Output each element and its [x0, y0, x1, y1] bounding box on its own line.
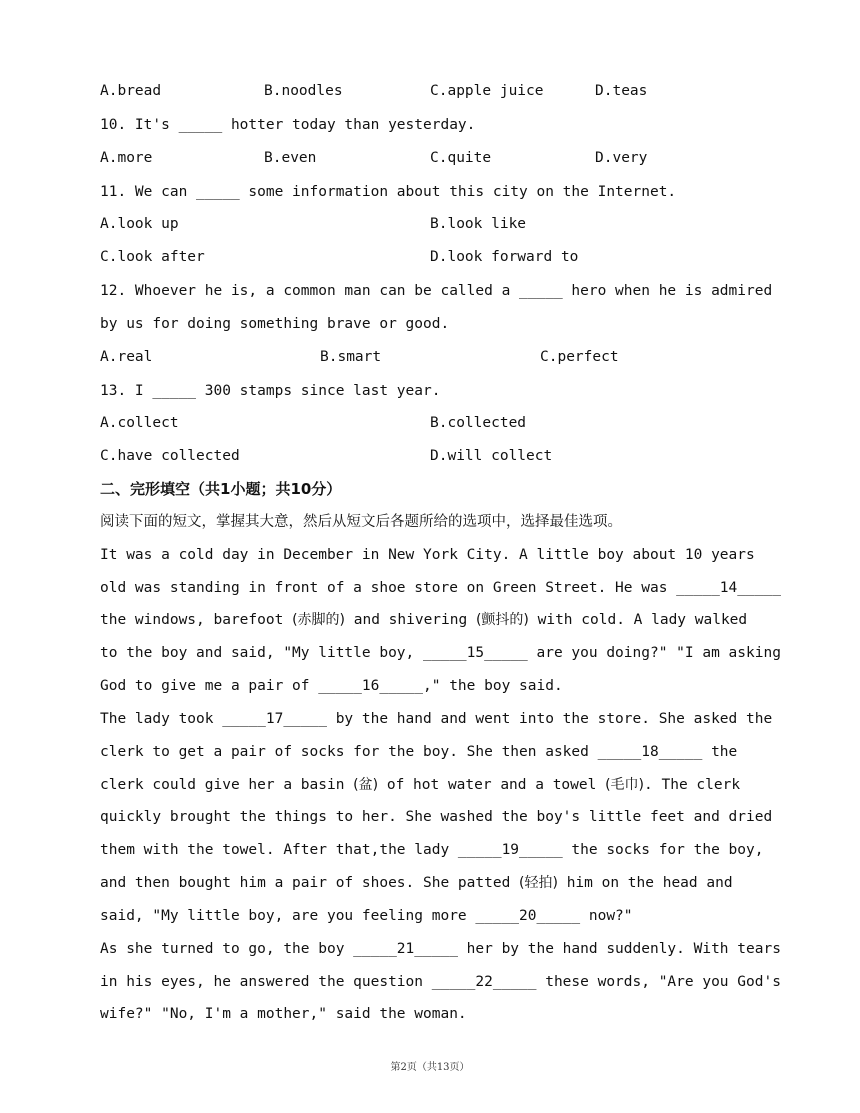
q10-stem: 10. It's _____ hotter today than yesterday. — [100, 117, 476, 133]
passage-line — [100, 775, 780, 795]
passage-line: God to give me a pair of _____16_____," the boy said. — [100, 678, 563, 694]
passage-text: the windows, barefoot — [100, 612, 293, 628]
q13-stem: 13. I _____ 300 stamps since last year. — [100, 383, 441, 399]
q13-option-c: C.have collected — [100, 448, 240, 464]
q11-options-row2 — [100, 247, 780, 267]
gloss-shivering: (颤抖的) — [475, 612, 529, 628]
q11-option-b: B.look like — [430, 216, 527, 232]
passage-line: them with the towel. After that,the lady _____19_____ the socks for the boy, — [100, 842, 764, 858]
passage-text: . The clerk — [644, 777, 741, 793]
q9-option-b: B.noodles — [264, 83, 343, 99]
q11-option-c: C.look after — [100, 249, 205, 265]
q12-option-c: C.perfect — [540, 349, 619, 365]
gloss-basin: (盆) — [353, 777, 379, 793]
passage-line: old was standing in front of a shoe store on Green Street. He was _____14_____ — [100, 580, 781, 596]
passage-line: said, "My little boy, are you feeling more _____20_____ now?" — [100, 908, 633, 924]
passage-text: and then bought him a pair of shoes. She patted — [100, 875, 520, 891]
gloss-barefoot: (赤脚的) — [292, 612, 345, 628]
passage-line: The lady took _____17_____ by the hand and went into the store. She asked the — [100, 711, 773, 727]
q12-option-a: A.real — [100, 349, 153, 365]
passage-text: clerk could give her a basin — [100, 777, 354, 793]
passage-line: As she turned to go, the boy _____21_____ her by the hand suddenly. With tears — [100, 941, 781, 957]
passage-text: of hot water and a towel — [378, 777, 606, 793]
q12-options — [100, 347, 780, 367]
passage-line: in his eyes, he answered the question _____22_____ these words, "Are you God's — [100, 974, 781, 990]
q9-option-d: D.teas — [595, 83, 648, 99]
passage-line: to the boy and said, "My little boy, _____15_____ are you doing?" "I am asking — [100, 645, 781, 661]
passage-line: clerk to get a pair of socks for the boy. She then asked _____18_____ the — [100, 744, 738, 760]
q10-option-d: D.very — [595, 150, 648, 166]
q12-option-b: B.smart — [320, 349, 382, 365]
passage-line: It was a cold day in December in New York City. A little boy about 10 years — [100, 547, 755, 563]
q10-option-a: A.more — [100, 150, 153, 166]
passage-text: with cold. A lady walked — [528, 612, 748, 628]
passage-text: him on the head and — [557, 875, 733, 891]
passage-text: and shivering — [345, 612, 476, 628]
section-instruction: 阅读下面的短文，掌握其大意，然后从短文后各题所给的选项中，选择最佳选项。 — [100, 514, 622, 530]
passage-line — [100, 610, 780, 630]
q9-option-c: C.apple juice — [430, 83, 544, 99]
q12-stem-line1: 12. Whoever he is, a common man can be called a _____ hero when he is admired — [100, 283, 773, 299]
q10-option-b: B.even — [264, 150, 317, 166]
q9-options — [100, 81, 780, 101]
section-title: 二、完形填空（共1小题；共10分） — [100, 480, 342, 498]
q11-option-a: A.look up — [100, 216, 179, 232]
q11-options-row1 — [100, 214, 780, 234]
q10-option-c: C.quite — [430, 150, 492, 166]
q13-options-row1 — [100, 413, 780, 433]
q13-option-a: A.collect — [100, 415, 179, 431]
q9-option-a: A.bread — [100, 83, 162, 99]
q11-option-d: D.look forward to — [430, 249, 579, 265]
q13-option-d: D.will collect — [430, 448, 553, 464]
page-number-footer: 第2页（共13页） — [390, 1062, 470, 1073]
passage-line: wife?" "No, I'm a mother," said the woman. — [100, 1006, 467, 1022]
q12-stem-line2: by us for doing something brave or good. — [100, 316, 450, 332]
q13-option-b: B.collected — [430, 415, 527, 431]
q10-options — [100, 148, 780, 168]
gloss-patted: (轻拍) — [519, 875, 558, 891]
gloss-towel: (毛巾) — [605, 777, 645, 793]
passage-line — [100, 873, 780, 893]
passage-line: quickly brought the things to her. She washed the boy's little feet and dried — [100, 809, 773, 825]
q11-stem: 11. We can _____ some information about this city on the Internet. — [100, 184, 677, 200]
q13-options-row2 — [100, 446, 780, 466]
